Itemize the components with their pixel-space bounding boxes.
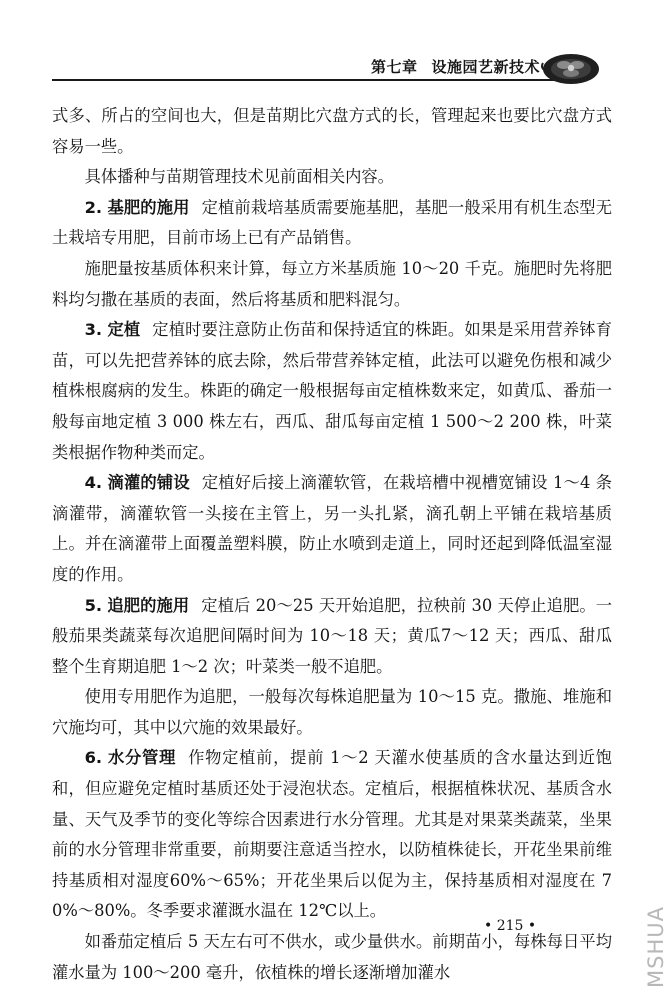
section-heading: 滴灌的铺设 xyxy=(107,473,190,493)
paragraph-text: 作物定植前，提前 1～2 天灌水使基质的含水量达到近饱和，但应避免定植时基质还处于浸泡状态。定植后，根据植株状况、基质含水量、天气及季节的变化等综合因素进行水分管理。尤其是对果菜类蔬菜，坐果前的水分管理非常重要，前期要注意适当控水，以防植株徒长，开花坐果前维持基质相对湿度60%～65%；开花坐果后以促为主，保持基质相对湿度在 70%～80%。冬季要求灌溉水温在 12℃以上。 xyxy=(52,748,612,921)
paragraph xyxy=(52,162,612,193)
section-number: 3. xyxy=(84,320,103,340)
paragraph-text: 定植时要注意防止伤苗和保持适宜的株距。如果是采用营养钵育苗，可以先把营养钵的底去除，然后带营养钵定植，此法可以避免伤根和减少植株根腐病的发生。株距的确定一般根据每亩定植株数来定，如黄瓜、番茄一般每亩地定植 3 000 株左右，西瓜、甜瓜每亩定植 1 500～2 200 株，叶菜类根据作物种类而定。 xyxy=(52,320,612,462)
header-rule xyxy=(52,79,562,81)
section-heading: 基肥的施用 xyxy=(107,197,190,217)
section-paragraph xyxy=(52,193,612,254)
section-paragraph xyxy=(52,591,612,683)
section-heading: 追肥的施用 xyxy=(107,595,190,615)
paragraph-text: 如番茄定植后 5 天左右可不供水，或少量供水。前期苗小，每株每日平均灌水量为 100～200 毫升，依植株的增长逐渐增加灌水 xyxy=(52,932,612,982)
paragraph-text: 定植前栽培基质需要施基肥，基肥一般采用有机生态型无土栽培专用肥，目前市场上已有产品销售。 xyxy=(52,197,612,248)
section-paragraph xyxy=(52,468,612,590)
paragraph-text: 施肥量按基质体积来计算，每立方米基质施 10～20 千克。施肥时先将肥料均匀撒在基质的表面，然后将基质和肥料混匀。 xyxy=(52,258,612,309)
section-paragraph xyxy=(52,743,612,927)
page-number: • 215 • xyxy=(484,918,537,934)
body-text xyxy=(52,101,612,988)
section-paragraph xyxy=(52,315,612,468)
paragraph-text: 定植后 20～25 天开始追肥，拉秧前 30 天停止追肥。一般茄果类蔬菜每次追肥间隔时间为 10～18 天；黄瓜7～12 天；西瓜、甜瓜整个生育期追肥 1～2 次；叶菜类一般不追肥。 xyxy=(52,595,612,676)
chapter-label: 第七章 xyxy=(370,58,418,76)
header-text xyxy=(371,56,540,77)
paragraph xyxy=(52,101,612,162)
watermark: MSHUA xyxy=(644,906,668,988)
chapter-title: 设施园艺新技术 xyxy=(431,58,540,76)
paragraph-text: 式多、所占的空间也大，但是苗期比穴盘方式的长，管理起来也要比穴盘方式容易一些。 xyxy=(52,106,612,156)
running-header xyxy=(52,52,598,78)
paragraph xyxy=(52,682,612,743)
paragraph xyxy=(52,254,612,315)
paragraph-text: 使用专用肥作为追肥，一般每次每株追肥量为 10～15 克。撒施、堆施和穴施均可，其中以穴施的效果最好。 xyxy=(52,687,612,737)
section-heading: 定植 xyxy=(107,320,141,340)
paragraph-text: 定植好后接上滴灌软管，在栽培槽中视槽宽铺设 1～4 条滴灌带，滴灌软管一头接在主管上，另一头扎紧，滴孔朝上平铺在栽培基质上。并在滴灌带上面覆盖塑料膜，防止水喷到走道上，同时还起到降低温室湿度的作用。 xyxy=(52,473,612,584)
section-number: 5. xyxy=(84,595,103,615)
section-number: 2. xyxy=(84,197,103,217)
section-number: 4. xyxy=(84,473,103,493)
paragraph xyxy=(52,927,612,988)
section-number: 6. xyxy=(84,748,103,768)
section-heading: 水分管理 xyxy=(108,748,177,768)
paragraph-text: 具体播种与苗期管理技术见前面相关内容。 xyxy=(84,167,394,187)
flower-ornament-icon xyxy=(538,52,600,86)
